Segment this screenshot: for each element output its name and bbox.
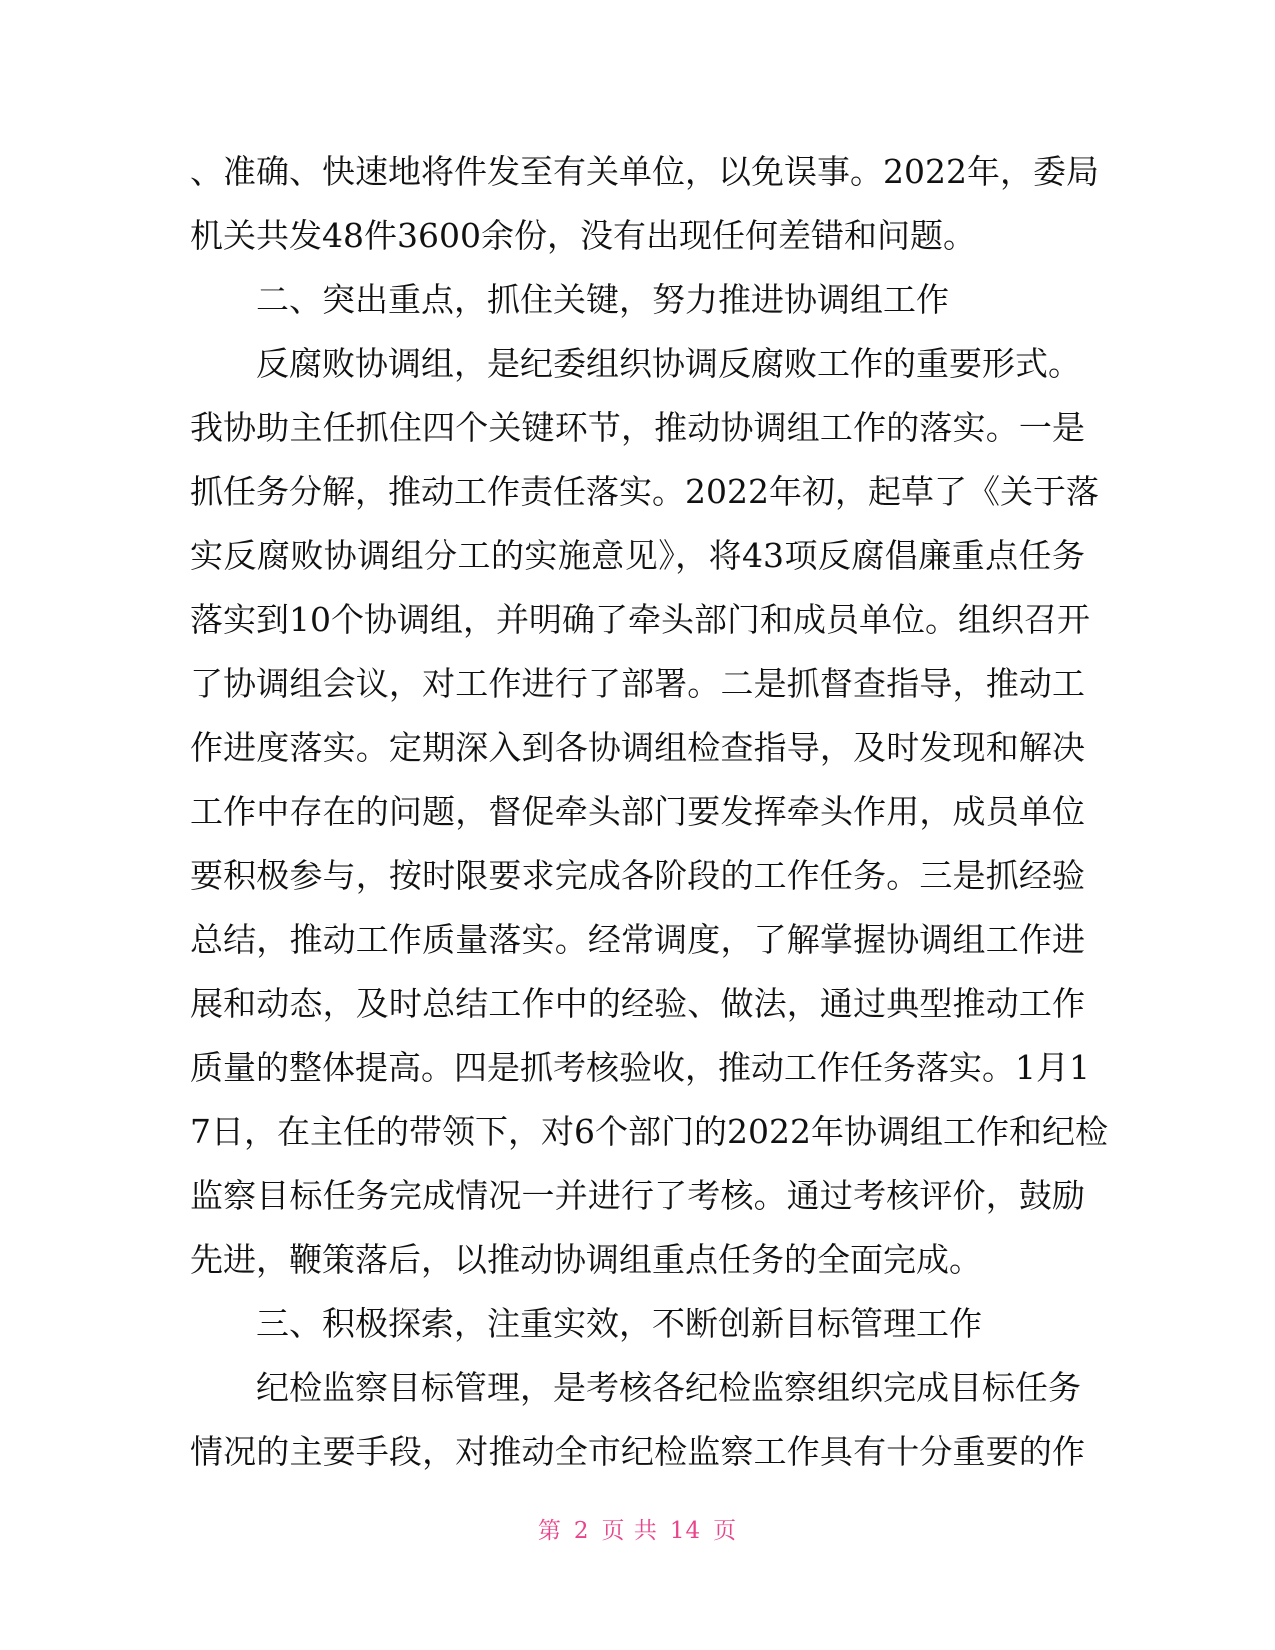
- text-line: 情况的主要手段，对推动全市纪检监察工作具有十分重要的作: [190, 1432, 1085, 1471]
- text-line: 抓任务分解，推动工作责任落实。2022年初，起草了《关于落: [190, 472, 1099, 511]
- current-page-number: 2: [573, 1518, 590, 1544]
- text-line: 展和动态，及时总结工作中的经验、做法，通过典型推动工作: [190, 984, 1085, 1023]
- text-line: 质量的整体提高。四是抓考核验收，推动工作任务落实。1月1: [190, 1048, 1090, 1087]
- footer-suffix: 页: [713, 1518, 738, 1544]
- text-line: 作进度落实。定期深入到各协调组检查指导，及时发现和解决: [190, 728, 1085, 767]
- text-line: 总结，推动工作质量落实。经常调度，了解掌握协调组工作进: [190, 920, 1085, 959]
- text-line: 7日，在主任的带领下，对6个部门的2022年协调组工作和纪检: [190, 1112, 1108, 1151]
- footer-prefix: 第: [537, 1518, 562, 1544]
- text-line: 先进，鞭策落后，以推动协调组重点任务的全面完成。: [190, 1240, 982, 1279]
- section-heading: 二、突出重点，抓住关键，努力推进协调组工作: [256, 280, 949, 319]
- page-footer: [0, 1512, 1275, 1545]
- text-line: 落实到10个协调组，并明确了牵头部门和成员单位。组织召开: [190, 600, 1090, 639]
- section-heading: 三、积极探索，注重实效，不断创新目标管理工作: [256, 1304, 982, 1343]
- text-line: 实反腐败协调组分工的实施意见》，将43项反腐倡廉重点任务: [190, 536, 1085, 575]
- text-line: 了协调组会议，对工作进行了部署。二是抓督查指导，推动工: [190, 664, 1085, 703]
- text-line: 工作中存在的问题，督促牵头部门要发挥牵头作用，成员单位: [190, 792, 1085, 831]
- document-body: [190, 140, 1108, 1484]
- text-line: 监察目标任务完成情况一并进行了考核。通过考核评价，鼓励: [190, 1176, 1085, 1215]
- text-line: 要积极参与，按时限要求完成各阶段的工作任务。三是抓经验: [190, 856, 1085, 895]
- total-page-count: 14: [669, 1518, 702, 1544]
- text-line: 纪检监察目标管理，是考核各纪检监察组织完成目标任务: [256, 1368, 1081, 1407]
- text-line: 、准确、快速地将件发至有关单位，以免误事。2022年，委局: [190, 152, 1099, 191]
- text-line: 我协助主任抓住四个关键环节，推动协调组工作的落实。一是: [190, 408, 1085, 447]
- text-line: 机关共发48件3600余份，没有出现任何差错和问题。: [190, 216, 976, 255]
- text-line: 反腐败协调组，是纪委组织协调反腐败工作的重要形式。: [256, 344, 1081, 383]
- footer-middle: 页 共: [601, 1518, 658, 1544]
